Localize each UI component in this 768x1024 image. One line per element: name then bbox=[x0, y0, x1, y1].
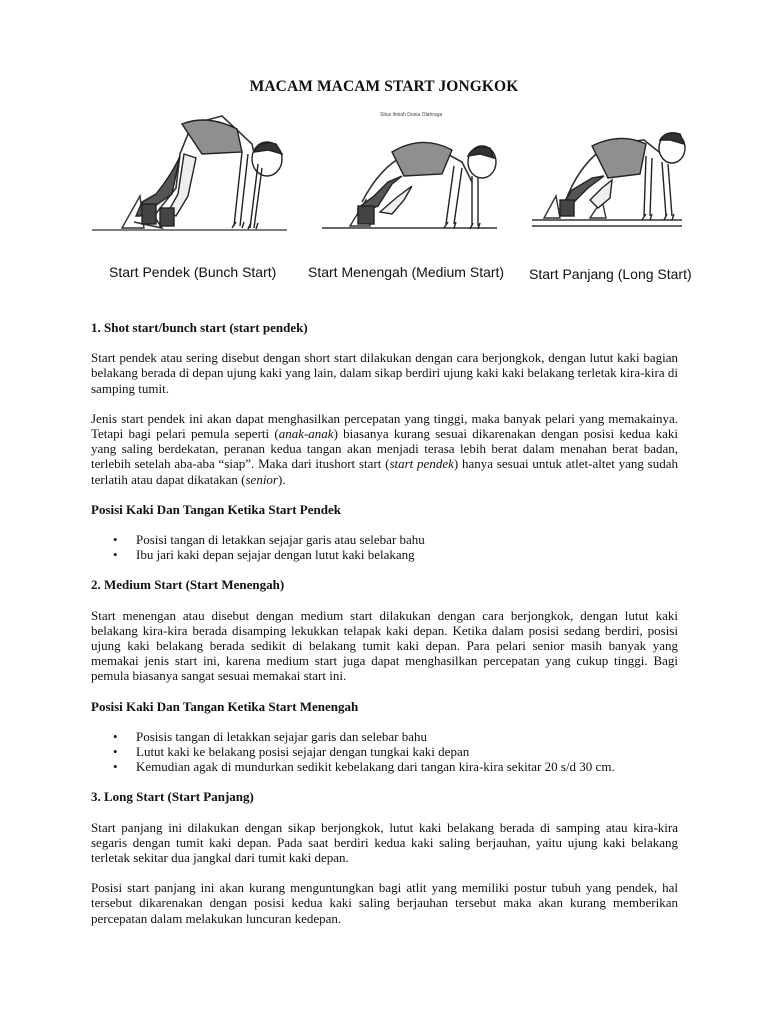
runner-illustrations bbox=[92, 104, 692, 254]
bullet-list bbox=[91, 729, 678, 775]
caption-medium-start: Start Menengah (Medium Start) bbox=[308, 264, 505, 280]
paragraph: Start pendek atau sering disebut dengan short start dilakukan dengan cara berjongkok, dengan lutut kaki bagian belakang berada di depan ujung kaki yang lain, dalam sikap berdiri ujung kaki kaki belakang terletak kira-kira di samping tumit. bbox=[91, 350, 678, 396]
list-item: • Posisis tangan di letakkan sejajar garis dan selebar bahu bbox=[91, 729, 678, 744]
runner-medium-start bbox=[322, 142, 497, 229]
runner-bunch-start bbox=[92, 116, 287, 230]
start-positions-figure bbox=[92, 104, 692, 294]
bullet-list bbox=[91, 532, 678, 562]
section-heading-medium-start: 2. Medium Start (Start Menengah) bbox=[91, 577, 285, 593]
paragraph: Start panjang ini dilakukan dengan sikap berjongkok, lutut kaki belakang berada di samping atau kira-kira segaris dengan tumit kaki depan. Pada saat berdiri kedua kaki saling berjauhan, yaitu ujung kaki belakang terletak sekitar dua jangkal dari tumit kaki depan. bbox=[91, 819, 678, 866]
page-title: MACAM MACAM START JONGKOK bbox=[249, 78, 519, 95]
paragraph: Posisi start panjang ini akan kurang menguntungkan bagi atlit yang memiliki postur tubuh yang pendek, hal tersebut dikarenakan dengan posisi kedua kaki saling berjauhan tersebut maka akan kurang memberikan percepatan dalam melakukan luncuran kedepan. bbox=[91, 880, 678, 926]
list-item: • Kemudian agak di mundurkan sedikit kebelakang dari tangan kira-kira sekitar 20 s/d 30 cm. bbox=[91, 759, 678, 774]
subheading-medium-start-position: Posisi Kaki Dan Tangan Ketika Start Menengah bbox=[91, 698, 359, 714]
subheading-short-start-position: Posisi Kaki Dan Tangan Ketika Start Pendek bbox=[91, 501, 341, 517]
article-body bbox=[91, 320, 678, 926]
runner-long-start bbox=[532, 133, 685, 226]
section-heading-long-start: 3. Long Start (Start Panjang) bbox=[91, 789, 254, 805]
list-item: • Ibu jari kaki depan sejajar dengan lutut kaki belakang bbox=[91, 547, 678, 562]
figure-watermark: Situs Ilmiah Dunia Olahraga bbox=[380, 112, 443, 118]
section-heading-short-start: 1. Shot start/bunch start (start pendek) bbox=[91, 320, 308, 335]
caption-long-start: Start Panjang (Long Start) bbox=[529, 266, 692, 282]
paragraph: Start menengan atau disebut dengan medium start dilakukan dengan cara berjongkok, dengan lutut kaki belakang kira-kira berada disamping lekukkan telapak kaki depan. Ketika dalam posisi sedang berdiri, posisi ujung kaki belakang berada sedikit di belakang tumit kaki depan. Para pelari senior masih banyak yang memakai jenis start ini, karena medium start juga dapat menghasilkan percepatan yang cukup tinggi. Bagi pemula biasanya sangat sesuai memakai start ini. bbox=[91, 607, 678, 684]
caption-bunch-start: Start Pendek (Bunch Start) bbox=[109, 264, 277, 280]
list-item: • Lutut kaki ke belakang posisi sejajar dengan tungkai kaki depan bbox=[91, 744, 678, 759]
paragraph: Jenis start pendek ini akan dapat menghasilkan percepatan yang tinggi, maka banyak pelari yang memakainya. Tetapi bagi pelari pemula seperti (anak-anak) biasanya kurang sesuai dikarenakan dengan posisi kedua kaki yang saling berdekatan, peranan kedua tangan akan menjadi terasa lebih berat dalam menahan berat badan, terlebih setelah aba-aba “siap”. Maka dari itushort start (start pendek) hanya sesuai untuk atlet-altet yang sudah terlatih atau dapat dikatakan (senior). bbox=[91, 410, 678, 487]
list-item: • Posisi tangan di letakkan sejajar garis atau selebar bahu bbox=[91, 532, 678, 547]
